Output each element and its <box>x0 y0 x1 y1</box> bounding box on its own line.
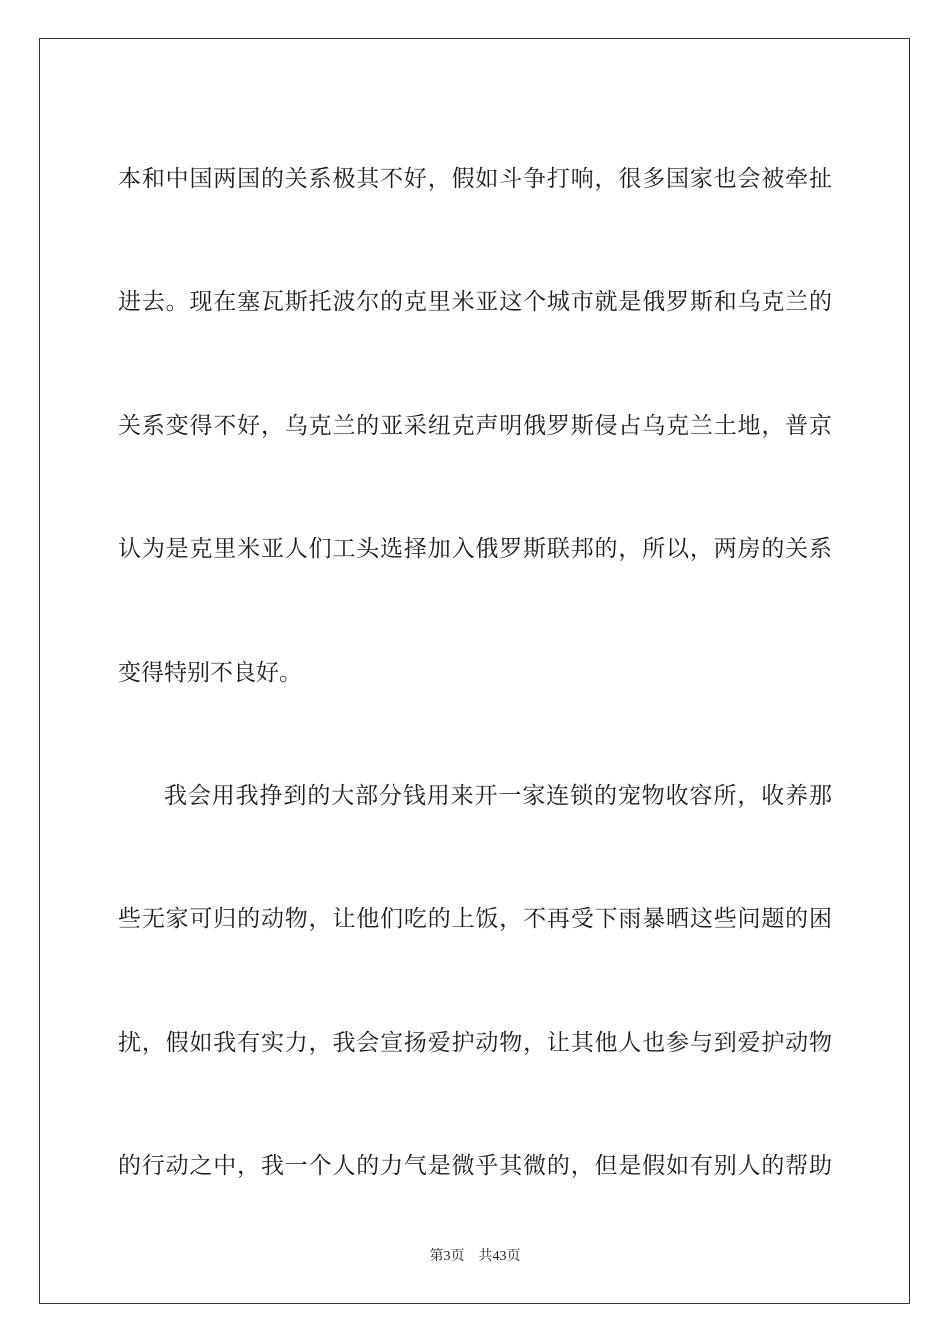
text-line: 扰，假如我有实力，我会宣扬爱护动物，让其他人也参与到爱护动物 <box>118 1030 832 1056</box>
text-line: 些无家可归的动物，让他们吃的上饭，不再受下雨暴晒这些问题的困 <box>118 906 832 932</box>
text-line: 我会用我挣到的大部分钱用来开一家连锁的宠物收容所，收养那 <box>164 783 832 809</box>
text-line: 关系变得不好，乌克兰的亚采纽克声明俄罗斯侵占乌克兰土地，普京 <box>118 413 832 439</box>
text-line: 进去。现在塞瓦斯托波尔的克里米亚这个城市就是俄罗斯和乌克兰的 <box>118 289 832 315</box>
text-line: 变得特别不良好。 <box>118 660 302 686</box>
page-number: 第3页 <box>429 1249 465 1264</box>
text-line: 认为是克里米亚人们工头选择加入俄罗斯联邦的，所以，两房的关系 <box>118 536 832 562</box>
page-footer <box>0 1248 950 1266</box>
text-line: 的行动之中，我一个人的力气是微乎其微的，但是假如有别人的帮助 <box>118 1153 832 1179</box>
total-pages: 共43页 <box>478 1249 521 1264</box>
text-line: 本和中国两国的关系极其不好，假如斗争打响，很多国家也会被牵扯 <box>118 166 832 192</box>
